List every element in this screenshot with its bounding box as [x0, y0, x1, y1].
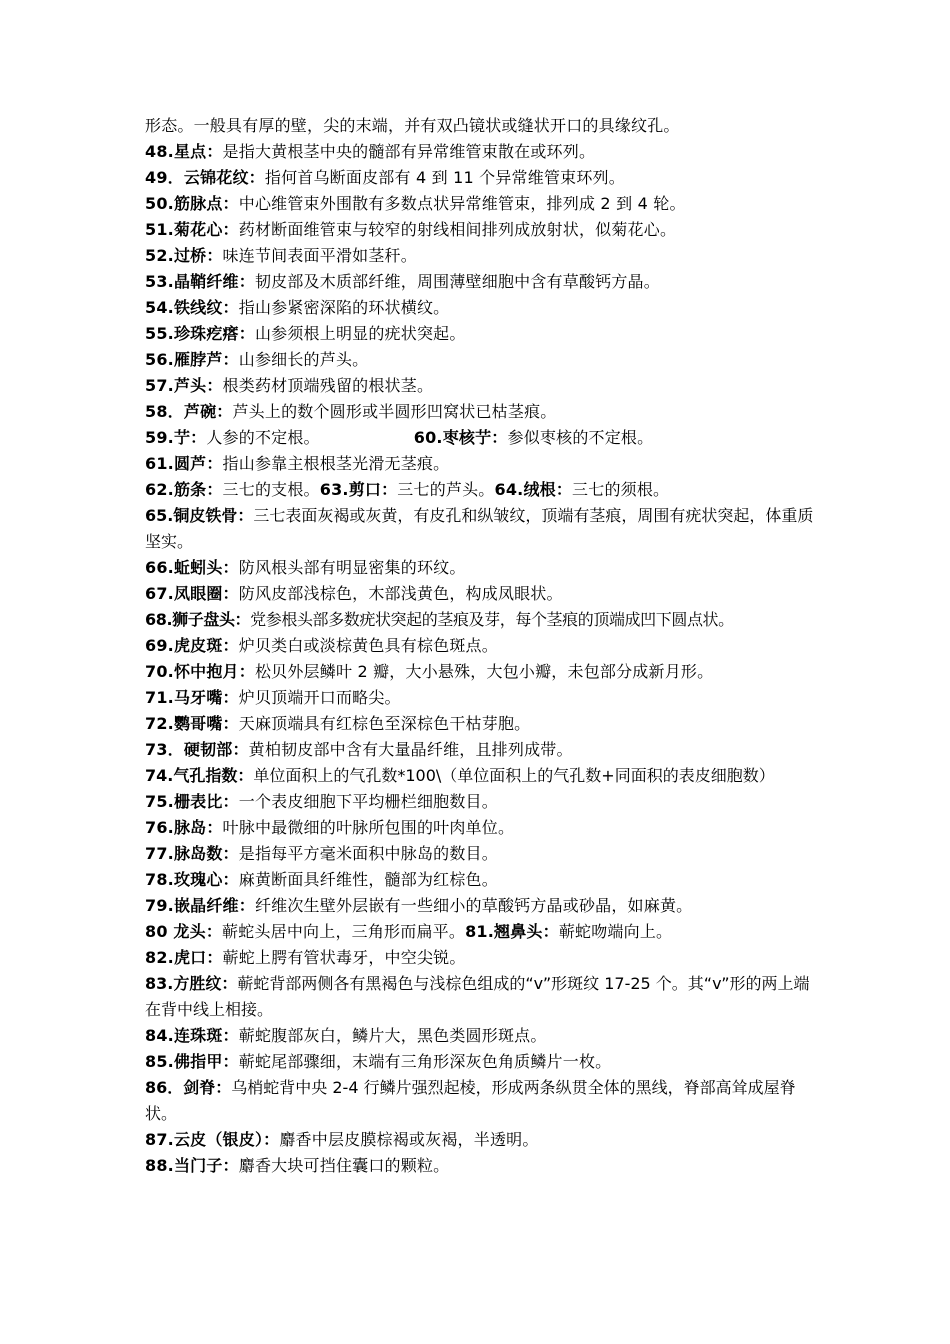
- entry-69: [145, 633, 825, 659]
- entry-77: [145, 841, 825, 867]
- definition: 麝香中层皮膜棕褐或灰褐，半透明。: [279, 1130, 539, 1149]
- definition: 芦头上的数个圆形或半圆形凹窝状已枯茎痕。: [232, 402, 557, 421]
- entry-48: [145, 139, 825, 165]
- definition: 三七表面灰褐或灰黄，有皮孔和纵皱纹，顶端有茎痕，周围有疣状突起，体重质坚实。: [145, 506, 814, 551]
- term: 60.枣核艼：: [413, 428, 508, 447]
- definition: 蕲蛇背部两侧各有黑褐色与浅棕色组成的“v”形斑纹 17-25 个。其“v”形的两上端在背中线上相接。: [145, 974, 810, 1019]
- entry-70: [145, 659, 825, 685]
- term: 77.脉岛数：: [145, 844, 239, 863]
- entry-74: [145, 763, 817, 789]
- entry-82: [145, 945, 825, 971]
- term: 78.玫瑰心：: [145, 870, 239, 889]
- definition: 麝香大块可挡住囊口的颗粒。: [238, 1156, 450, 1175]
- definition: 三七的芦头。: [397, 480, 495, 499]
- term: 79.嵌晶纤维：: [145, 896, 255, 915]
- term: 88.当门子：: [145, 1156, 239, 1175]
- term: 73．硬韧部：: [145, 740, 249, 759]
- definition: 蕲蛇腹部灰白，鳞片大，黑色类圆形斑点。: [238, 1026, 547, 1045]
- term: 53.晶鞘纤维：: [145, 272, 255, 291]
- definition: 炉贝顶端开口而略尖。: [238, 688, 401, 707]
- definition: 是指每平方毫米面积中脉岛的数目。: [238, 844, 498, 863]
- term: 50.筋脉点：: [145, 194, 239, 213]
- entry-62-64: [145, 477, 825, 503]
- term: 56.雁脖芦：: [145, 350, 239, 369]
- definition: 参似枣核的不定根。: [507, 428, 654, 447]
- entry-54: [145, 295, 825, 321]
- document-body: [145, 113, 825, 1179]
- term: 74.气孔指数：: [145, 766, 254, 785]
- term: 86．剑脊：: [145, 1078, 232, 1097]
- term: 70.怀中抱月：: [145, 662, 255, 681]
- entry-71: [145, 685, 825, 711]
- term: 55.珍珠疙瘩：: [145, 324, 255, 343]
- term: 81.翘鼻头：: [465, 922, 559, 941]
- definition: 指山参紧密深陷的环状横纹。: [238, 298, 450, 317]
- entry-53: [145, 269, 825, 295]
- entry-78: [145, 867, 825, 893]
- entry-85: [145, 1049, 825, 1075]
- entry-88: [145, 1153, 825, 1179]
- definition: 味连节间表面平滑如茎秆。: [222, 246, 417, 265]
- term: 83.方胜纹：: [145, 974, 238, 993]
- entry-86: [145, 1075, 817, 1127]
- term: 62.筋条：: [145, 480, 223, 499]
- term: 80 龙头：: [145, 922, 223, 941]
- definition: 蕲蛇头居中向上，三角形而扁平。: [222, 922, 466, 941]
- definition: 山参细长的芦头。: [238, 350, 369, 369]
- definition: 指山参靠主根根茎光滑无茎痕。: [222, 454, 450, 473]
- term: 72.鹦哥嘴：: [145, 714, 239, 733]
- definition: 中心维管束外围散有多数点状异常维管束，排列成 2 到 4 轮。: [238, 194, 686, 213]
- definition: 党参根头部多数疣状突起的茎痕及芽，每个茎痕的顶端成凹下圆点状。: [250, 610, 734, 629]
- definition: 指何首乌断面皮部有 4 到 11 个异常维管束环列。: [264, 168, 625, 187]
- entry-67: [145, 581, 825, 607]
- intro-line: 形态。一般具有厚的壁，尖的末端，并有双凸镜状或缝状开口的具缘纹孔。: [145, 116, 680, 135]
- definition: 天麻顶端具有红棕色至深棕色干枯芽胞。: [238, 714, 531, 733]
- entry-58: [145, 399, 825, 425]
- definition: 单位面积上的气孔数*100\（单位面积上的气孔数+同面积的表皮细胞数）: [253, 766, 775, 785]
- term: 48.星点：: [145, 142, 223, 161]
- entry-80-81: [145, 919, 825, 945]
- term: 63.剪口：: [319, 480, 398, 499]
- entry-57: [145, 373, 825, 399]
- term: 87.云皮（银皮）：: [145, 1130, 280, 1149]
- entry-83: [145, 971, 817, 1023]
- entry-84: [145, 1023, 825, 1049]
- entry-65: [145, 503, 817, 555]
- entry-73: [145, 737, 825, 763]
- term: 67.凤眼圈：: [145, 584, 239, 603]
- definition: 韧皮部及木质部纤维，周围薄壁细胞中含有草酸钙方晶。: [254, 272, 660, 291]
- entry-51: [145, 217, 825, 243]
- term: 75.栅表比：: [145, 792, 239, 811]
- term: 69.虎皮斑：: [145, 636, 239, 655]
- entry-79: [145, 893, 825, 919]
- definition: 药材断面维管束与较窄的射线相间排列成放射状，似菊花心。: [238, 220, 677, 239]
- definition: 三七的支根。: [222, 480, 320, 499]
- term: 58．芦碗：: [145, 402, 233, 421]
- term: 71.马牙嘴：: [145, 688, 239, 707]
- term: 64.绒根：: [494, 480, 573, 499]
- entry-56: [145, 347, 825, 373]
- definition: 一个表皮细胞下平均栅栏细胞数目。: [238, 792, 498, 811]
- definition: 防风根头部有明显密集的环纹。: [238, 558, 466, 577]
- definition: 炉贝类白或淡棕黄色具有棕色斑点。: [238, 636, 498, 655]
- definition: 黄柏韧皮部中含有大量晶纤维，且排列成带。: [248, 740, 573, 759]
- term: 65.铜皮铁骨：: [145, 506, 254, 525]
- entry-49: [145, 165, 825, 191]
- definition: 根类药材顶端残留的根状茎。: [222, 376, 434, 395]
- term: 52.过桥：: [145, 246, 223, 265]
- entry-59-60: [145, 425, 825, 451]
- entry-66: [145, 555, 825, 581]
- term: 57.芦头：: [145, 376, 223, 395]
- term: 68.狮子盘头：: [145, 610, 251, 629]
- term: 76.脉岛：: [145, 818, 223, 837]
- definition: 防风皮部浅棕色，木部浅黄色，构成凤眼状。: [238, 584, 563, 603]
- definition: 蕲蛇尾部骤细，末端有三角形深灰色角质鳞片一枚。: [238, 1052, 612, 1071]
- definition: 纤维次生壁外层嵌有一些细小的草酸钙方晶或砂晶，如麻黄。: [254, 896, 693, 915]
- term: 51.菊花心：: [145, 220, 239, 239]
- term: 66.蚯蚓头：: [145, 558, 239, 577]
- entry-61: [145, 451, 825, 477]
- term: 84.连珠斑：: [145, 1026, 239, 1045]
- definition: 人参的不定根。: [206, 428, 320, 447]
- definition: 乌梢蛇背中央 2-4 行鳞片强烈起棱，形成两条纵贯全体的黑线，脊部高耸成屋脊状。: [145, 1078, 796, 1123]
- term: 85.佛指甲：: [145, 1052, 239, 1071]
- term: 54.铁线纹：: [145, 298, 239, 317]
- entry-75: [145, 789, 825, 815]
- entry-50: [145, 191, 825, 217]
- definition: 松贝外层鳞叶 2 瓣，大小悬殊，大包小瓣，未包部分成新月形。: [254, 662, 714, 681]
- definition: 蕲蛇吻端向上。: [558, 922, 673, 941]
- term: 82.虎口：: [145, 948, 223, 967]
- definition: 是指大黄根茎中央的髓部有异常维管束散在或环列。: [222, 142, 596, 161]
- entry-76: [145, 815, 825, 841]
- definition: 叶脉中最微细的叶脉所包围的叶肉单位。: [222, 818, 515, 837]
- entry-55: [145, 321, 825, 347]
- definition: 三七的须根。: [572, 480, 670, 499]
- entry-52: [145, 243, 825, 269]
- entry-87: [145, 1127, 825, 1153]
- entry-72: [145, 711, 825, 737]
- term: 61.圆芦：: [145, 454, 223, 473]
- definition: 蕲蛇上腭有管状毒牙，中空尖锐。: [222, 948, 466, 967]
- definition: 山参须根上明显的疣状突起。: [254, 324, 466, 343]
- definition: 麻黄断面具纤维性，髓部为红棕色。: [238, 870, 498, 889]
- entry-68: [145, 607, 825, 633]
- term: 59.艼：: [145, 428, 207, 447]
- term: 49．云锦花纹：: [145, 168, 265, 187]
